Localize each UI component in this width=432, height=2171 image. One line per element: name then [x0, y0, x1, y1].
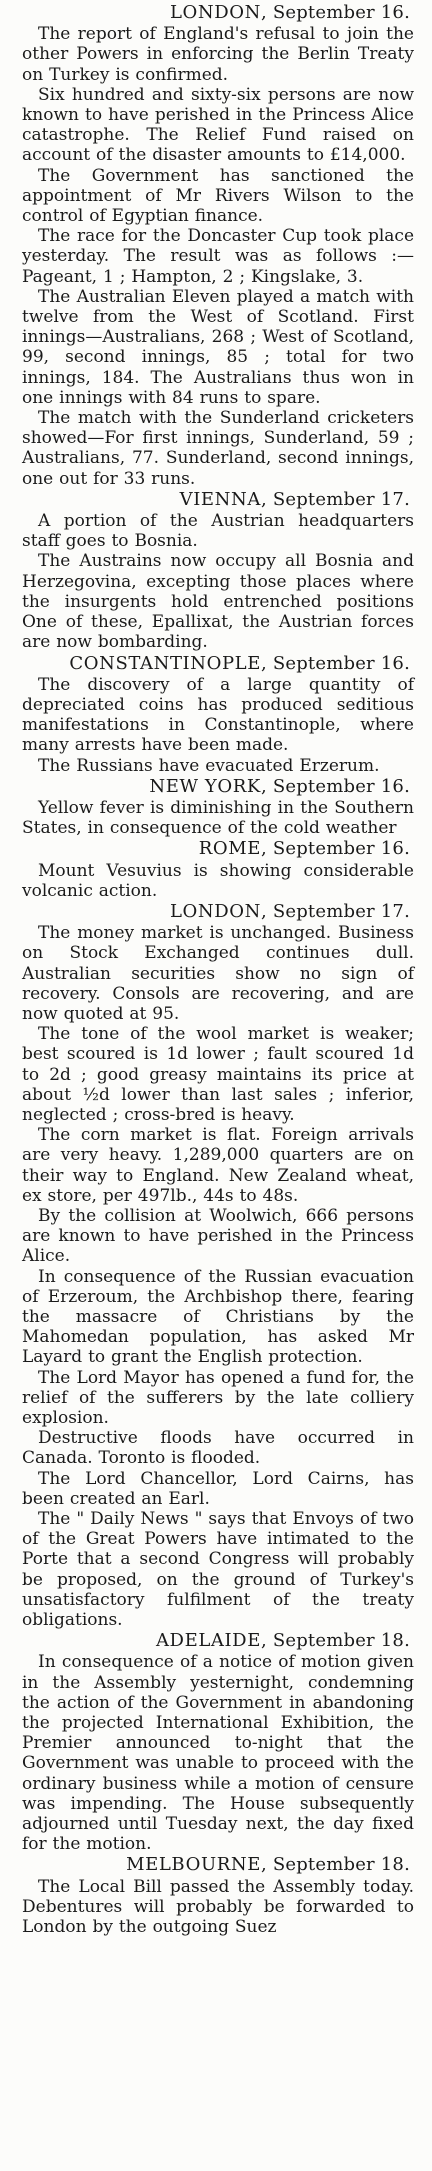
news-paragraph: The Russians have evacuated Erzerum.	[38, 755, 380, 776]
dateline-city: CONSTANTINOPLE	[69, 652, 261, 674]
news-paragraph: The money market is unchanged. Business on Stock Exchanged continues dull. Australian securities show no sign of recovery. Consols are recovering, and are now quoted at 95.	[22, 923, 414, 1024]
news-paragraph: Destructive floods have occurred in Canada. Toronto is flooded.	[22, 1428, 414, 1469]
news-paragraph: Mount Vesuvius is showing considerable volcanic action.	[22, 860, 414, 901]
dateline: CONSTANTINOPLE, September 16.	[69, 652, 410, 674]
dateline: NEW YORK, September 16.	[149, 775, 410, 797]
news-column	[22, 2, 414, 1937]
dateline-city: LONDON	[169, 900, 261, 922]
dateline: LONDON, September 16.	[169, 2, 410, 23]
dateline-city: LONDON	[169, 2, 261, 23]
dateline-city: NEW YORK	[149, 775, 261, 797]
dateline: MELBOURNE, September 18.	[126, 1854, 410, 1876]
dateline: VIENNA, September 17.	[179, 488, 410, 510]
dateline-city: ROME	[198, 838, 261, 860]
news-paragraph: A portion of the Austrian headquarters staff goes to Bosnia.	[22, 511, 414, 552]
dateline-date: September 17.	[272, 900, 410, 922]
news-section	[22, 1855, 414, 1937]
dateline-date: September 16.	[272, 652, 410, 674]
dateline-city: MELBOURNE	[126, 1854, 261, 1876]
news-section	[22, 3, 414, 489]
news-section	[22, 1631, 414, 1854]
dateline-date: September 17.	[272, 488, 410, 510]
news-paragraph: The report of England's refusal to join the other Powers in enforcing the Berlin Treaty on Turkey is confirmed.	[22, 24, 414, 85]
news-paragraph: In consequence of the Russian evacuation of Erzeroum, the Archbishop there, fearing the massacre of Christians by the Mahomedan population, has asked Mr Layard to grant the English protection.	[22, 1266, 414, 1368]
dateline-date: September 18.	[272, 1630, 410, 1652]
news-paragraph: The race for the Doncaster Cup took place yesterday. The result was as follows :— Pageant, 1 ; Hampton, 2 ; Kingslake, 3.	[22, 226, 414, 287]
news-section	[22, 490, 414, 653]
dateline: LONDON, September 17.	[169, 900, 410, 922]
news-paragraph: In consequence of a notice of motion given in the Assembly yesternight, condemning the action of the Government in abandoning the projected International Exhibition, the Premier announced to-night that the Government was unable to proceed with the ordinary business while a motion of censure was impending. The House subsequently adjourned until Tuesday next, the day fixed for the motion.	[22, 1652, 414, 1855]
news-paragraph: The Government has sanctioned the appointment of Mr Rivers Wilson to the control of Egyptian finance.	[22, 165, 414, 227]
news-paragraph: Six hundred and sixty-six persons are now known to have perished in the Princess Alice catastrophe. The Relief Fund raised on account of the disaster amounts to £14,000.	[22, 84, 414, 166]
dateline: ADELAIDE, September 18.	[155, 1630, 410, 1652]
dateline-city: VIENNA	[179, 488, 261, 510]
dateline-city: ADELAIDE	[155, 1630, 261, 1652]
news-paragraph: The match with the Sunderland cricketers showed—For first innings, Sunderland, 59 ; Australians, 77. Sunderland, second innings, one out for 33 runs.	[22, 408, 414, 489]
news-section	[22, 654, 414, 776]
news-paragraph: The discovery of a large quantity of depreciated coins has produced seditious manifestations in Constantinople, where many arrests have been made.	[22, 674, 414, 756]
news-paragraph: The " Daily News " says that Envoys of two of the Great Powers have intimated to the Porte that a second Congress will probably be proposed, on the ground of Turkey's unsatisfactory fulfilment of the treaty obligations.	[22, 1509, 414, 1631]
dateline-date: September 16.	[272, 838, 410, 860]
news-paragraph: The Local Bill passed the Assembly today. Debentures will probably be forwarded to London by the outgoing Suez	[22, 1876, 414, 1938]
news-paragraph: The tone of the wool market is weaker; best scoured is 1d lower ; fault scoured 1d to 2d ; good greasy maintains its price at about ½d lower than last sales ; inferior, neglected ; cross-bred is heavy.	[22, 1024, 414, 1125]
news-section	[22, 902, 414, 1630]
dateline: ROME, September 16.	[198, 838, 410, 860]
news-paragraph: The corn market is flat. Foreign arrivals are very heavy. 1,289,000 quarters are on their way to England. New Zealand wheat, ex store, per 497lb., 44s to 48s.	[22, 1125, 414, 1206]
news-paragraph: The Lord Chancellor, Lord Cairns, has been created an Earl.	[22, 1468, 414, 1509]
news-paragraph: Yellow fever is diminishing in the Southern States, in consequence of the cold weather	[22, 797, 414, 839]
dateline-date: September 16.	[272, 775, 410, 797]
news-paragraph: By the collision at Woolwich, 666 persons are known to have perished in the Princess Alice.	[22, 1205, 414, 1267]
news-section	[22, 777, 414, 839]
news-paragraph: The Lord Mayor has opened a fund for, the relief of the sufferers by the late colliery explosion.	[22, 1367, 414, 1429]
news-section	[22, 839, 414, 901]
dateline-date: September 18.	[272, 1854, 410, 1876]
news-paragraph: The Australian Eleven played a match with twelve from the West of Scotland. First innings—Australians, 268 ; West of Scotland, 99, second innings, 85 ; total for two innings, 184. The Australians thus won in one innings with 84 runs to spare.	[22, 286, 414, 408]
news-paragraph: The Austrains now occupy all Bosnia and Herzegovina, excepting those places where the insurgents hold entrenched positions One of these, Epallixat, the Austrian forces are now bombarding.	[22, 551, 414, 653]
dateline-date: September 16.	[272, 2, 410, 23]
